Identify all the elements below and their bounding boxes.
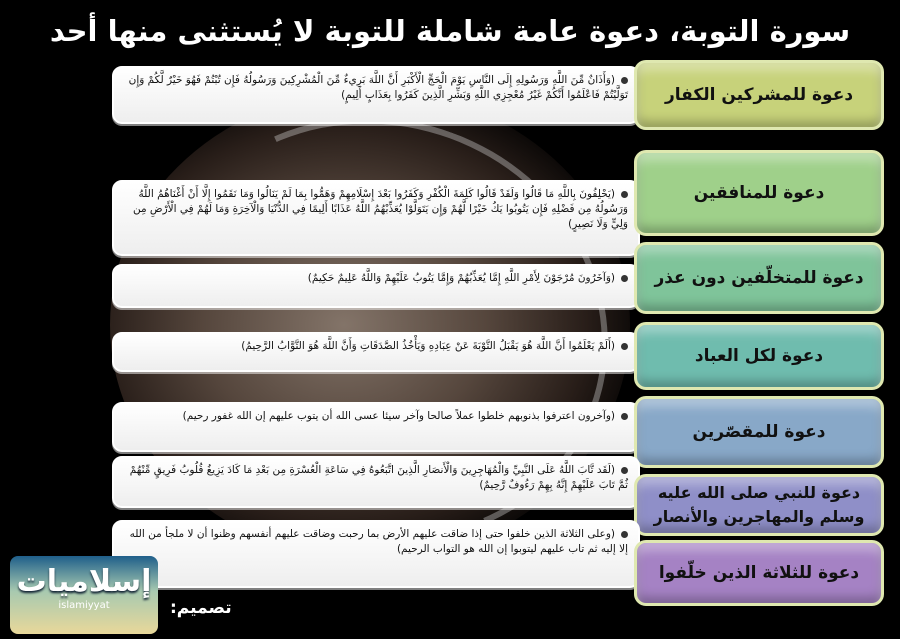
- verse-text: (وَأَذَانٌ مِّنَ اللَّهِ وَرَسُولِهِ إِلَى النَّاسِ يَوْمَ الْحَجِّ الْأَكْبَرِ أَنَّ اللَّهَ بَرِيءٌ مِّنَ الْمُشْرِكِينَ وَرَسُولُهُ فَإِن تُبْتُمْ فَهُوَ خَيْرٌ لَّكُمْ وَإِن تَوَلَّيْتُمْ فَاعْلَمُوا أَنَّكُمْ غَيْرُ مُعْجِزِي اللَّهِ وَبَشِّرِ الَّذِينَ كَفَرُوا بِعَذَابٍ أَلِيمٍ): [128, 74, 628, 101]
- verse-text: (وعلى الثلاثة الذين خلفوا حتى إذا ضاقت عليهم الأرض بما رحبت وضاقت عليهم أنفسهم وظنوا أن لا ملجأ من الله إلا إليه ثم تاب عليهم ليتوبوا إن الله هو التواب الرحيم): [129, 528, 628, 555]
- verse-box: [112, 456, 640, 508]
- verse-box: [112, 66, 640, 124]
- list-item: [112, 322, 884, 390]
- category-label: دعوة للنبي صلى الله عليه وسلم والمهاجرين والأنصار: [634, 474, 884, 536]
- list-item: [112, 150, 884, 236]
- verse-box: [112, 402, 640, 452]
- list-item: [112, 528, 884, 606]
- category-label: دعوة للمشركين الكفار: [634, 60, 884, 130]
- category-label: دعوة للمتخلّفين دون عذر: [634, 242, 884, 314]
- design-credit: تصميم:: [170, 598, 232, 618]
- verse-text: (وَآخَرُونَ مُرْجَوْنَ لِأَمْرِ اللَّهِ إِمَّا يُعَذِّبُهُمْ وَإِمَّا يَتُوبُ عَلَيْهِمْ وَاللَّهُ عَلِيمٌ حَكِيمٌ): [307, 272, 615, 284]
- bullet-icon: [621, 343, 628, 350]
- category-label: دعوة للثلاثة الذين خلّفوا: [634, 540, 884, 606]
- page-title: سورة التوبة، دعوة عامة شاملة للتوبة لا يُستثنى منها أحد: [49, 14, 851, 48]
- verse-text: (لَقَد تَّابَ اللَّهُ عَلَى النَّبِيِّ وَالْمُهَاجِرِينَ وَالْأَنصَارِ الَّذِينَ اتَّبَعُوهُ فِي سَاعَةِ الْعُسْرَةِ مِن بَعْدِ مَا كَادَ يَزِيغُ قُلُوبُ فَرِيقٍ مِّنْهُمْ ثُمَّ تَابَ عَلَيْهِمْ إِنَّهُ بِهِمْ رَءُوفٌ رَّحِيمٌ): [129, 464, 628, 491]
- category-label: دعوة للمنافقين: [634, 150, 884, 236]
- list-item: [112, 60, 884, 130]
- bullet-icon: [621, 413, 628, 420]
- logo-text: إسلاميات: [16, 564, 152, 599]
- verse-box: [112, 520, 640, 588]
- verse-box: [112, 332, 640, 372]
- category-label: دعوة لكل العباد: [634, 322, 884, 390]
- list-item: [112, 242, 884, 314]
- bullet-icon: [621, 275, 628, 282]
- verse-text: (وآخرون اعترفوا بذنوبهم خلطوا عملاً صالحا وآخر سيئا عسى الله أن يتوب عليهم إن الله غفور رحيم): [182, 410, 615, 422]
- site-logo: [10, 556, 158, 634]
- bullet-icon: [621, 467, 628, 474]
- bullet-icon: [621, 191, 628, 198]
- bullet-icon: [621, 531, 628, 538]
- category-label: دعوة للمقصّرين: [634, 396, 884, 468]
- verse-box: [112, 264, 640, 308]
- logo-subtext: islamiyyat: [58, 600, 110, 611]
- verse-text: (أَلَمْ يَعْلَمُوا أَنَّ اللَّهَ هُوَ يَقْبَلُ التَّوْبَةَ عَنْ عِبَادِهِ وَيَأْخُذُ الصَّدَقَاتِ وَأَنَّ اللَّهَ هُوَ التَّوَّابُ الرَّحِيمُ): [241, 340, 615, 352]
- bullet-icon: [621, 77, 628, 84]
- verse-text: (يَحْلِفُونَ بِاللَّهِ مَا قَالُوا وَلَقَدْ قَالُوا كَلِمَةَ الْكُفْرِ وَكَفَرُوا بَعْدَ إِسْلَامِهِمْ وَهَمُّوا بِمَا لَمْ يَنَالُوا وَمَا نَقَمُوا إِلَّا أَنْ أَغْنَاهُمُ اللَّهُ وَرَسُولُهُ مِن فَضْلِهِ فَإِن يَتُوبُوا يَكُ خَيْرًا لَّهُمْ وَإِن يَتَوَلَّوْا يُعَذِّبْهُمُ اللَّهُ عَذَابًا أَلِيمًا فِي الدُّنْيَا وَالْآخِرَةِ وَمَا لَهُمْ فِي الْأَرْضِ مِن وَلِيٍّ وَلَا نَصِيرٍ): [132, 188, 628, 230]
